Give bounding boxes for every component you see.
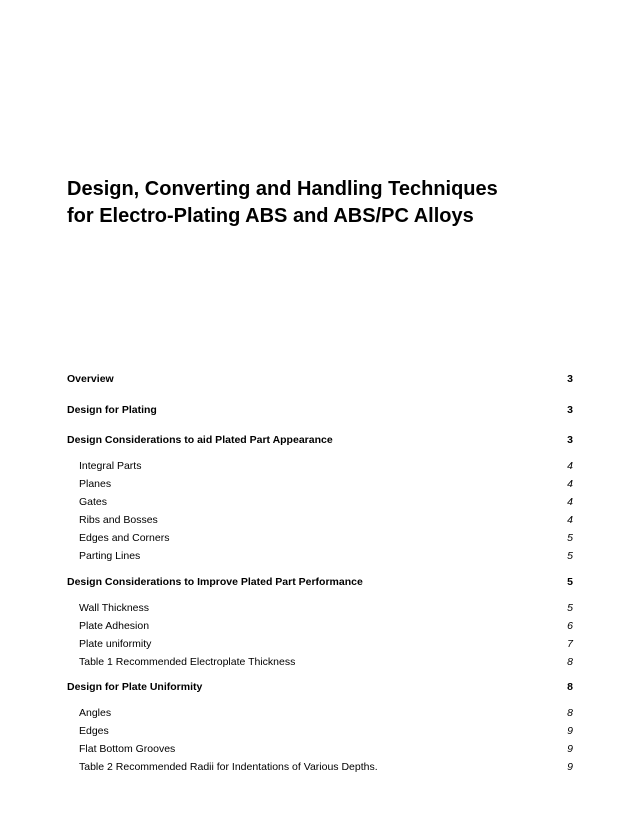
toc-entry-gates[interactable] xyxy=(67,493,573,511)
toc-section-plated-part-performance[interactable] xyxy=(67,572,573,592)
toc-section-label: Design Considerations to aid Plated Part Appearance xyxy=(67,434,333,446)
toc-entry-plate-uniformity[interactable] xyxy=(67,635,573,653)
toc-entry-label: Plate Adhesion xyxy=(79,619,150,632)
toc-entry-label: Flat Bottom Grooves xyxy=(79,743,176,756)
toc-section-plated-part-appearance[interactable] xyxy=(67,430,573,450)
toc-entry-label: Table 2 Recommended Radii for Indentations of Various Depths. xyxy=(79,761,378,774)
toc-entry-edges[interactable] xyxy=(67,722,573,740)
toc-entry-label: Edges and Corners xyxy=(79,532,170,545)
table-of-contents xyxy=(67,369,573,776)
toc-entry-label: Angles xyxy=(79,706,112,719)
toc-section-label: Overview xyxy=(67,373,114,385)
toc-entry-plate-adhesion[interactable] xyxy=(67,617,573,635)
toc-entry-page: 9 xyxy=(567,761,573,774)
toc-entry-page: 6 xyxy=(567,619,573,632)
document-title-line-2: for Electro-Plating ABS and ABS/PC Alloys xyxy=(67,205,474,227)
toc-entry-label: Ribs and Bosses xyxy=(79,514,158,527)
toc-section-page: 3 xyxy=(567,434,573,446)
toc-entry-label: Wall Thickness xyxy=(79,601,150,614)
toc-section-label: Design for Plate Uniformity xyxy=(67,680,203,693)
document-title-line-1: Design, Converting and Handling Techniques xyxy=(67,178,498,200)
toc-entry-table-1[interactable] xyxy=(67,653,573,671)
toc-entry-integral-parts[interactable] xyxy=(67,457,573,475)
toc-entry-angles[interactable] xyxy=(67,704,573,722)
toc-section-plate-uniformity[interactable] xyxy=(67,677,573,697)
toc-entry-page: 8 xyxy=(567,655,573,668)
toc-section-label: Design Considerations to Improve Plated Part Performance xyxy=(67,575,363,588)
toc-entry-page: 5 xyxy=(567,532,573,545)
toc-entry-page: 5 xyxy=(567,601,573,614)
toc-entry-page: 7 xyxy=(567,637,573,650)
toc-section-page: 3 xyxy=(567,403,573,416)
toc-entry-label: Planes xyxy=(79,478,112,491)
toc-section-overview[interactable] xyxy=(67,369,573,389)
toc-entry-label: Parting Lines xyxy=(79,550,141,563)
toc-section-page: 3 xyxy=(567,373,573,385)
toc-entry-table-2[interactable] xyxy=(67,758,573,776)
toc-entry-page: 4 xyxy=(567,496,573,509)
toc-entry-label: Table 1 Recommended Electroplate Thickness xyxy=(79,655,296,668)
toc-entry-page: 9 xyxy=(567,725,573,738)
toc-entry-page: 4 xyxy=(567,460,573,472)
toc-entry-page: 4 xyxy=(567,514,573,527)
toc-entry-planes[interactable] xyxy=(67,475,573,493)
document-title xyxy=(67,176,587,230)
toc-section-design-for-plating[interactable] xyxy=(67,400,573,420)
toc-entry-page: 9 xyxy=(567,743,573,756)
toc-entry-wall-thickness[interactable] xyxy=(67,599,573,617)
toc-entry-page: 5 xyxy=(567,550,573,563)
toc-entry-label: Plate uniformity xyxy=(79,637,152,650)
toc-entry-flat-bottom-grooves[interactable] xyxy=(67,740,573,758)
toc-entry-label: Edges xyxy=(79,725,109,738)
toc-section-page: 8 xyxy=(567,680,573,693)
toc-section-label: Design for Plating xyxy=(67,403,157,416)
toc-entry-page: 8 xyxy=(567,706,573,719)
toc-entry-parting-lines[interactable] xyxy=(67,547,573,565)
toc-entry-label: Gates xyxy=(79,496,108,509)
toc-entry-label: Integral Parts xyxy=(79,460,142,472)
toc-entry-edges-and-corners[interactable] xyxy=(67,529,573,547)
toc-entry-ribs-and-bosses[interactable] xyxy=(67,511,573,529)
toc-section-page: 5 xyxy=(567,575,573,588)
toc-entry-page: 4 xyxy=(567,478,573,491)
